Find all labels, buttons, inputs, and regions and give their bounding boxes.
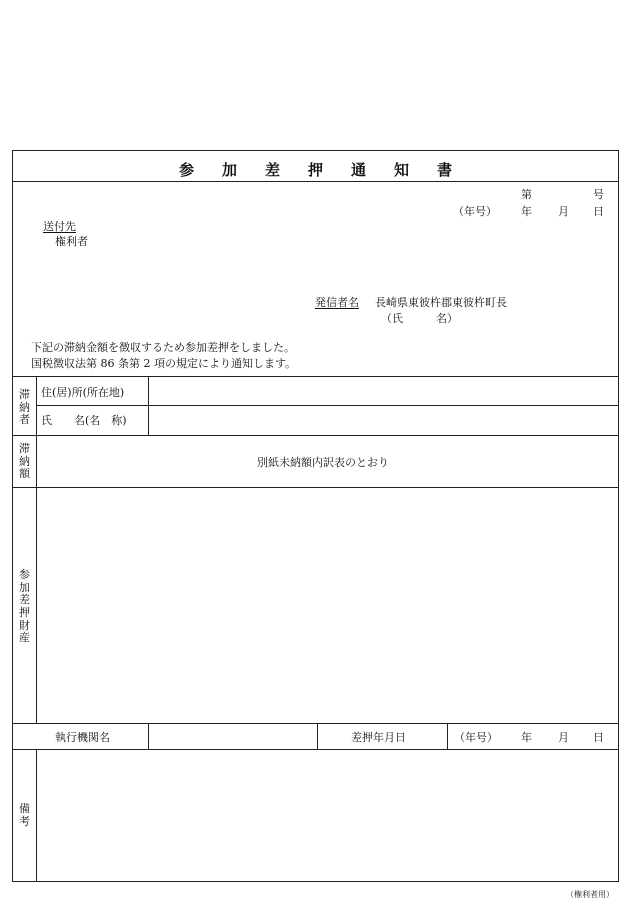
property-label: 参 加 差 押 財 産 bbox=[19, 568, 30, 645]
sender-name-placeholder: （氏 名） bbox=[381, 312, 458, 325]
seizure-year: 年 bbox=[521, 731, 532, 744]
number-prefix: 第 bbox=[521, 188, 532, 201]
divider bbox=[447, 723, 448, 749]
divider bbox=[13, 435, 618, 436]
seizure-day: 日 bbox=[593, 731, 604, 744]
address-label: 住(居)所(所在地) bbox=[41, 386, 125, 399]
divider bbox=[317, 723, 318, 749]
notice-line-1: 下記の滞納金額を徴収するため参加差押をしました。 bbox=[31, 341, 295, 354]
year-label: 年 bbox=[521, 205, 532, 218]
amount-label: 滞 納 額 bbox=[19, 442, 30, 481]
recipient-name: 権利者 bbox=[55, 235, 88, 248]
divider bbox=[36, 435, 37, 487]
divider bbox=[13, 181, 618, 182]
sender-office: 長崎県東彼杵郡東彼杵町長 bbox=[375, 296, 507, 309]
day-label: 日 bbox=[593, 205, 604, 218]
divider bbox=[36, 487, 37, 723]
divider bbox=[13, 376, 618, 377]
delinquent-label: 滞 納 者 bbox=[19, 388, 30, 427]
sender-label: 発信者名 bbox=[315, 296, 359, 309]
title-char: 書 bbox=[437, 161, 453, 179]
notice-line-2: 国税徴収法第 86 条第 2 項の規定により通知します。 bbox=[31, 357, 297, 370]
seizure-date-label: 差押年月日 bbox=[351, 731, 406, 744]
divider bbox=[13, 749, 618, 750]
title-char: 知 bbox=[394, 161, 410, 179]
divider bbox=[13, 487, 618, 488]
notice-form bbox=[12, 150, 619, 882]
title-row bbox=[13, 151, 618, 181]
remarks-label: 備 考 bbox=[19, 802, 30, 828]
footnote-copy-type: （権利者用） bbox=[566, 890, 614, 899]
divider bbox=[36, 749, 37, 881]
era-label: （年号） bbox=[453, 205, 497, 218]
title-char: 差 bbox=[264, 161, 280, 179]
title-char: 加 bbox=[221, 161, 237, 179]
title-char: 押 bbox=[307, 161, 323, 179]
title-char: 通 bbox=[351, 161, 367, 179]
name-label: 氏 名(名 称) bbox=[41, 414, 127, 427]
seizure-era: （年号） bbox=[454, 731, 498, 744]
divider bbox=[148, 723, 149, 749]
seizure-month: 月 bbox=[558, 731, 569, 744]
recipient-label: 送付先 bbox=[43, 220, 76, 233]
amount-value: 別紙未納額内訳表のとおり bbox=[257, 456, 389, 469]
divider bbox=[13, 723, 618, 724]
month-label: 月 bbox=[558, 205, 569, 218]
number-suffix: 号 bbox=[593, 188, 604, 201]
title-char: 参 bbox=[178, 161, 194, 179]
divider bbox=[36, 405, 618, 406]
document-title bbox=[13, 159, 618, 180]
agency-label: 執行機関名 bbox=[55, 731, 110, 744]
